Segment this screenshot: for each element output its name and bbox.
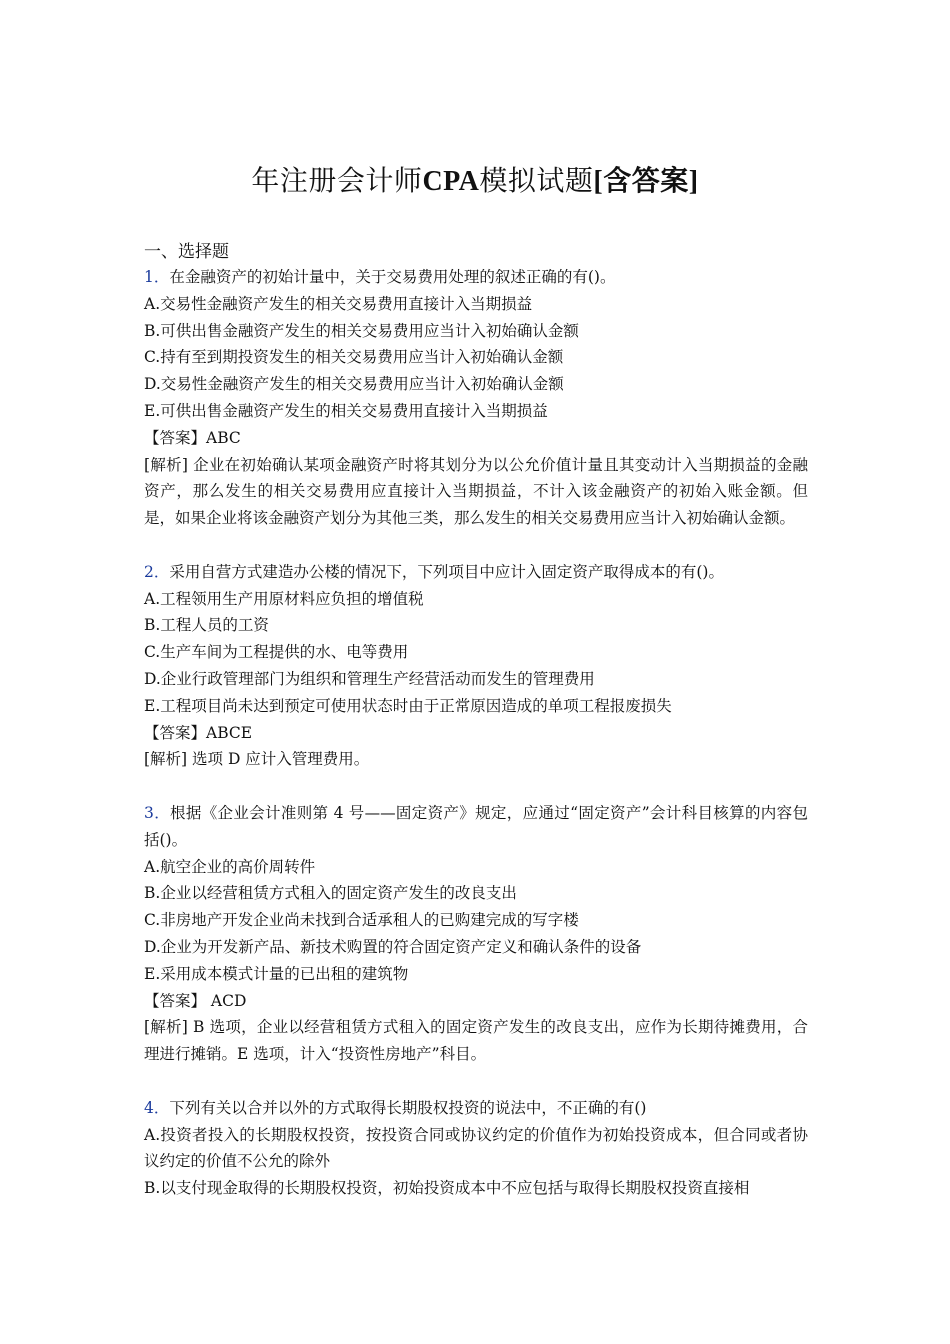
question-3 — [144, 800, 808, 1068]
option-a: A.交易性金融资产发生的相关交易费用直接计入当期损益 — [144, 294, 533, 313]
title-part3: 模拟试题 — [479, 164, 594, 197]
document-title — [0, 163, 950, 200]
option-b: B.以支付现金取得的长期股权投资，初始投资成本中不应包括与取得长期股权投资直接相 — [144, 1179, 750, 1198]
option-b: B.企业以经营租赁方式租入的固定资产发生的改良支出 — [144, 884, 517, 903]
option-b: B.可供出售金融资产发生的相关交易费用应当计入初始确认金额 — [144, 321, 579, 340]
question-2 — [144, 559, 808, 773]
question-4 — [144, 1095, 808, 1202]
option-e: E.可供出售金融资产发生的相关交易费用直接计入当期损益 — [144, 401, 548, 420]
option-a: A.投资者投入的长期股权投资，按投资合同或协议约定的价值作为初始投资成本，但合同或者协议约定的价值不公允的除外 — [144, 1125, 808, 1171]
title-part2: CPA — [422, 166, 480, 197]
question-text: 在金融资产的初始计量中，关于交易费用处理的叙述正确的有()。 — [169, 268, 616, 286]
question-number: 3． — [144, 803, 171, 822]
option-d: D.企业为开发新产品、新技术购置的符合固定资产定义和确认条件的设备 — [144, 937, 642, 956]
option-c: C.持有至到期投资发生的相关交易费用应当计入初始确认金额 — [144, 348, 564, 367]
option-c: C.非房地产开发企业尚未找到合适承租人的已购建完成的写字楼 — [144, 911, 579, 930]
title-part4: [含答案] — [593, 166, 699, 197]
analysis: [解析] B 选项，企业以经营租赁方式租入的固定资产发生的改良支出，应作为长期待摊费用，合理进行摊销。E 选项，计入“投资性房地产”科目。 — [144, 1018, 808, 1064]
question-number: 1． — [144, 268, 170, 286]
option-d: D.交易性金融资产发生的相关交易费用应当计入初始确认金额 — [144, 375, 564, 394]
option-e: E.工程项目尚未达到预定可使用状态时由于正常原因造成的单项工程报废损失 — [144, 696, 672, 715]
spacer — [144, 532, 808, 559]
answer: 【答案】ABCE — [144, 723, 253, 742]
answer: 【答案】ABC — [144, 428, 241, 447]
section-heading: 一、选择题 — [144, 242, 229, 262]
question-1 — [144, 264, 808, 532]
option-d: D.企业行政管理部门为组织和管理生产经营活动而发生的管理费用 — [144, 669, 595, 688]
spacer — [144, 1068, 808, 1095]
option-e: E.采用成本模式计量的已出租的建筑物 — [144, 964, 409, 983]
analysis: [解析] 选项 D 应计入管理费用。 — [144, 750, 370, 769]
document-body — [144, 240, 808, 1202]
analysis: [解析] 企业在初始确认某项金融资产时将其划分为以公允价值计量且其变动计入当期损益的金融资产，那么发生的相关交易费用应直接计入当期损益，不计入该金融资产的初始入账金额。但是，如果企业将该金融资产划分为其他三类，那么发生的相关交易费用应当计入初始确认金额。 — [144, 455, 808, 528]
spacer — [144, 773, 808, 800]
option-c: C.生产车间为工程提供的水、电等费用 — [144, 643, 409, 662]
question-stem — [144, 800, 808, 854]
answer: 【答案】 ACD — [144, 991, 247, 1010]
option-a: A.工程领用生产用原材料应负担的增值税 — [144, 589, 424, 608]
title-part1: 年注册会计师 — [251, 164, 423, 197]
question-text: 下列有关以合并以外的方式取得长期股权投资的说法中，不正确的有() — [169, 1098, 647, 1117]
option-a: A.航空企业的高价周转件 — [144, 857, 316, 876]
question-stem — [144, 559, 808, 586]
option-b: B.工程人员的工资 — [144, 616, 269, 635]
question-stem — [144, 264, 808, 291]
question-number: 2． — [144, 562, 170, 581]
question-number: 4． — [144, 1098, 170, 1117]
question-text: 根据《企业会计准则第 4 号——固定资产》规定，应通过“固定资产”会计科目核算的内容包括()。 — [144, 803, 808, 849]
question-stem — [144, 1095, 808, 1122]
question-text: 采用自营方式建造办公楼的情况下，下列项目中应计入固定资产取得成本的有()。 — [169, 562, 724, 581]
